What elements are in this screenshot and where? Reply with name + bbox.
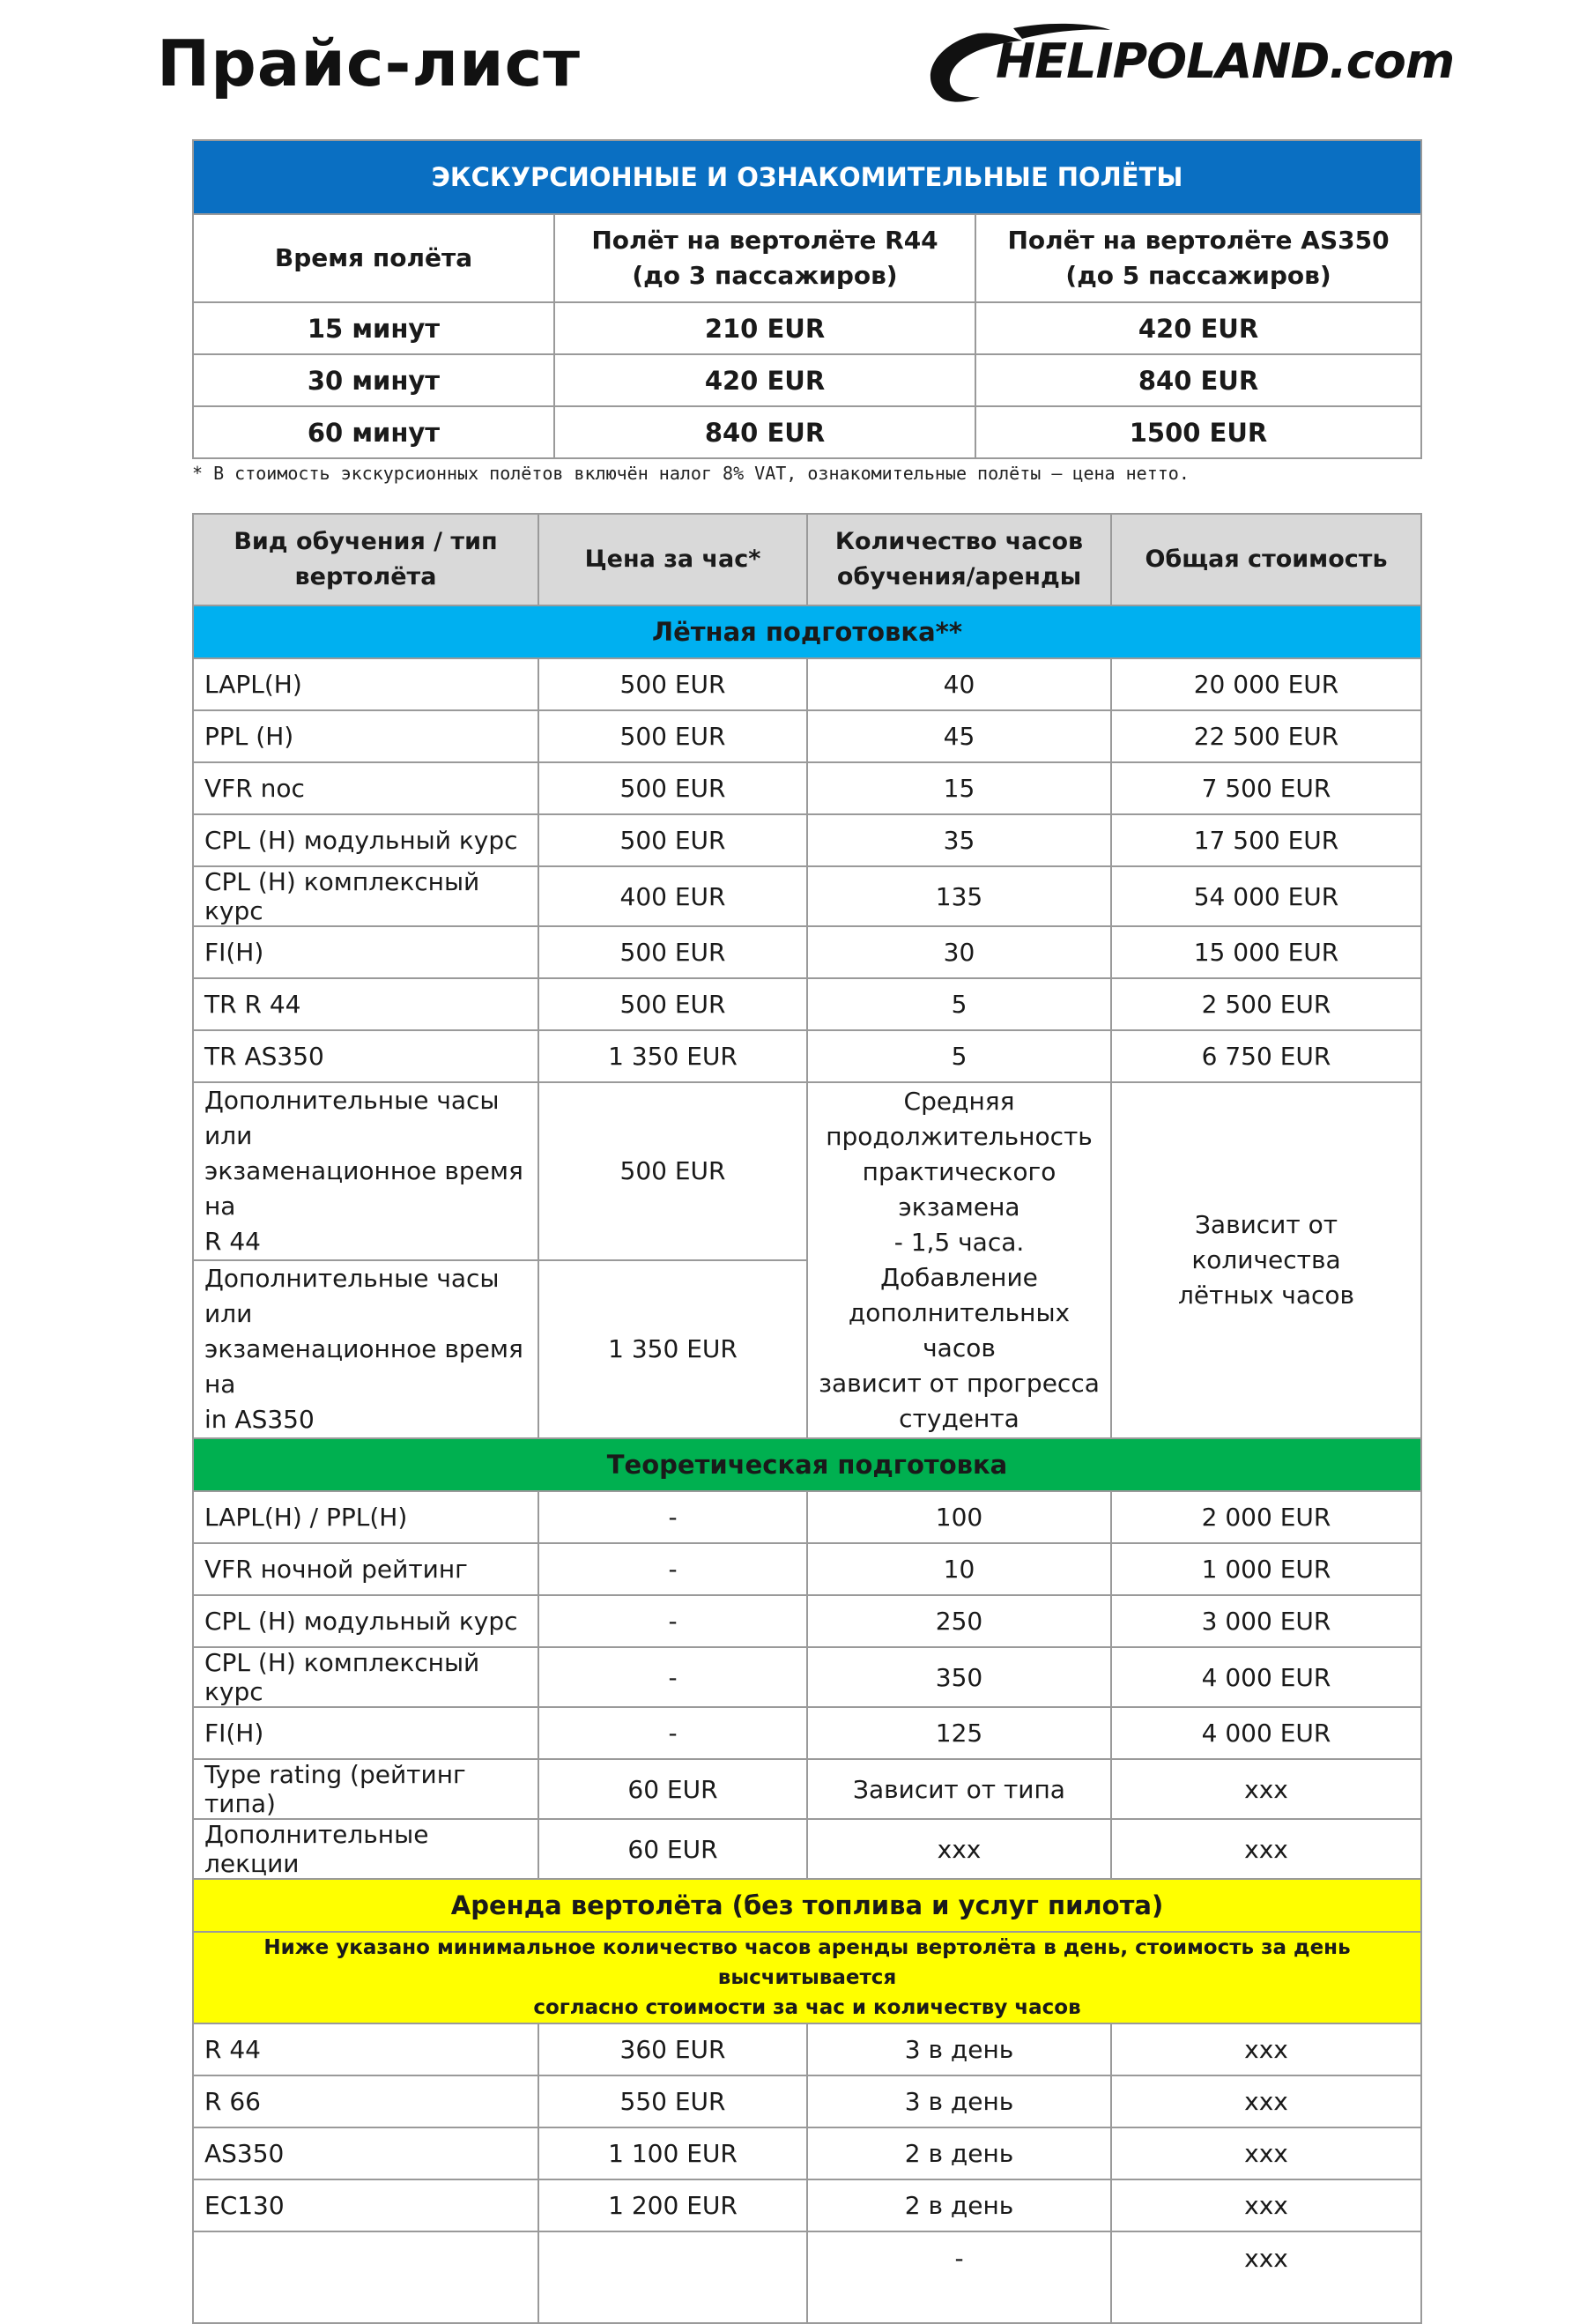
- table-row: - xxx: [193, 2231, 1421, 2323]
- table-row: PPL (H) 500 EUR 45 22 500 EUR: [193, 710, 1421, 762]
- table-row: TR AS350 1 350 EUR 5 6 750 EUR: [193, 1030, 1421, 1082]
- col-training-type: Вид обучения / тип вертолёта: [193, 514, 538, 605]
- table-row: LAPL(H) / PPL(H) - 100 2 000 EUR: [193, 1491, 1421, 1543]
- helipoland-logo: [916, 18, 1455, 115]
- table-row: R 66 550 EUR 3 в день xxx: [193, 2075, 1421, 2127]
- training-table: [192, 513, 1422, 2324]
- page-title: Прайс-лист: [157, 26, 581, 100]
- table-row: Дополнительные часы или экзаменационное время на in AS350 1 350 EUR: [193, 1260, 1421, 1438]
- table-row: Дополнительные лекции 60 EUR xxx xxx: [193, 1819, 1421, 1879]
- section-rental: Аренда вертолёта (без топлива и услуг пилота): [193, 1879, 1421, 1932]
- table-row: VFR noc 500 EUR 15 7 500 EUR: [193, 762, 1421, 814]
- excursion-title: ЭКСКУРСИОННЫЕ И ОЗНАКОМИТЕЛЬНЫЕ ПОЛЁТЫ: [193, 140, 1421, 214]
- table-row: CPL (H) комплексный курс - 350 4 000 EUR: [193, 1647, 1421, 1707]
- table-row: CPL (H) модульный курс - 250 3 000 EUR: [193, 1595, 1421, 1647]
- col-hours: Количество часов обучения/аренды: [807, 514, 1111, 605]
- excursion-footnote: * В стоимость экскурсионных полётов включён налог 8% VAT, ознакомительные полёты – цена нетто.: [192, 463, 1190, 484]
- table-row: TR R 44 500 EUR 5 2 500 EUR: [193, 978, 1421, 1030]
- col-as350: Полёт на вертолёте AS350 (до 5 пассажиров): [975, 214, 1421, 302]
- table-row: CPL (H) комплексный курс 400 EUR 135 54 000 EUR: [193, 866, 1421, 926]
- extra-hours-note: Средняя продолжительность практического экзамена - 1,5 часа. Добавление дополнительных часов зависит от прогресса студента: [807, 1082, 1111, 1438]
- excursion-table: [192, 139, 1422, 459]
- extra-total-note: Зависит от количества лётных часов: [1111, 1082, 1421, 1438]
- extra-hours-as350: Дополнительные часы или экзаменационное время на in AS350: [193, 1260, 538, 1438]
- table-row: FI(H) 500 EUR 30 15 000 EUR: [193, 926, 1421, 978]
- extra-hours-r44: Дополнительные часы или экзаменационное время на R 44: [193, 1082, 538, 1260]
- section-theory-training: Теоретическая подготовка: [193, 1438, 1421, 1491]
- logo-text: HELIPOLAND.com: [996, 33, 1455, 89]
- col-total: Общая стоимость: [1111, 514, 1421, 605]
- col-flight-time: Время полёта: [193, 214, 554, 302]
- rental-note: Ниже указано минимальное количество часов аренды вертолёта в день, стоимость за день высчитывается согласно стоимости за час и количеству часов: [193, 1932, 1421, 2023]
- table-row: 15 минут 210 EUR 420 EUR: [193, 302, 1421, 354]
- table-row: Дополнительные часы или экзаменационное время на R 44 500 EUR Средняя продолжительность практического экзамена - 1,5 часа. Добавление дополнительных часов зависит от прогресса студента Зависит от количества лётных часов: [193, 1082, 1421, 1260]
- table-row: AS350 1 100 EUR 2 в день xxx: [193, 2127, 1421, 2179]
- table-row: CPL (H) модульный курс 500 EUR 35 17 500 EUR: [193, 814, 1421, 866]
- table-row: FI(H) - 125 4 000 EUR: [193, 1707, 1421, 1759]
- table-row: 60 минут 840 EUR 1500 EUR: [193, 406, 1421, 458]
- section-flight-training: Лётная подготовка**: [193, 605, 1421, 658]
- col-r44: Полёт на вертолёте R44 (до 3 пассажиров): [554, 214, 975, 302]
- col-price-per-hour: Цена за час*: [538, 514, 807, 605]
- table-row: R 44 360 EUR 3 в день xxx: [193, 2023, 1421, 2075]
- table-row: LAPL(H) 500 EUR 40 20 000 EUR: [193, 658, 1421, 710]
- table-row: 30 минут 420 EUR 840 EUR: [193, 354, 1421, 406]
- table-row: VFR ночной рейтинг - 10 1 000 EUR: [193, 1543, 1421, 1595]
- table-row: Type rating (рейтинг типа) 60 EUR Зависит от типа xxx: [193, 1759, 1421, 1819]
- table-row: EC130 1 200 EUR 2 в день xxx: [193, 2179, 1421, 2231]
